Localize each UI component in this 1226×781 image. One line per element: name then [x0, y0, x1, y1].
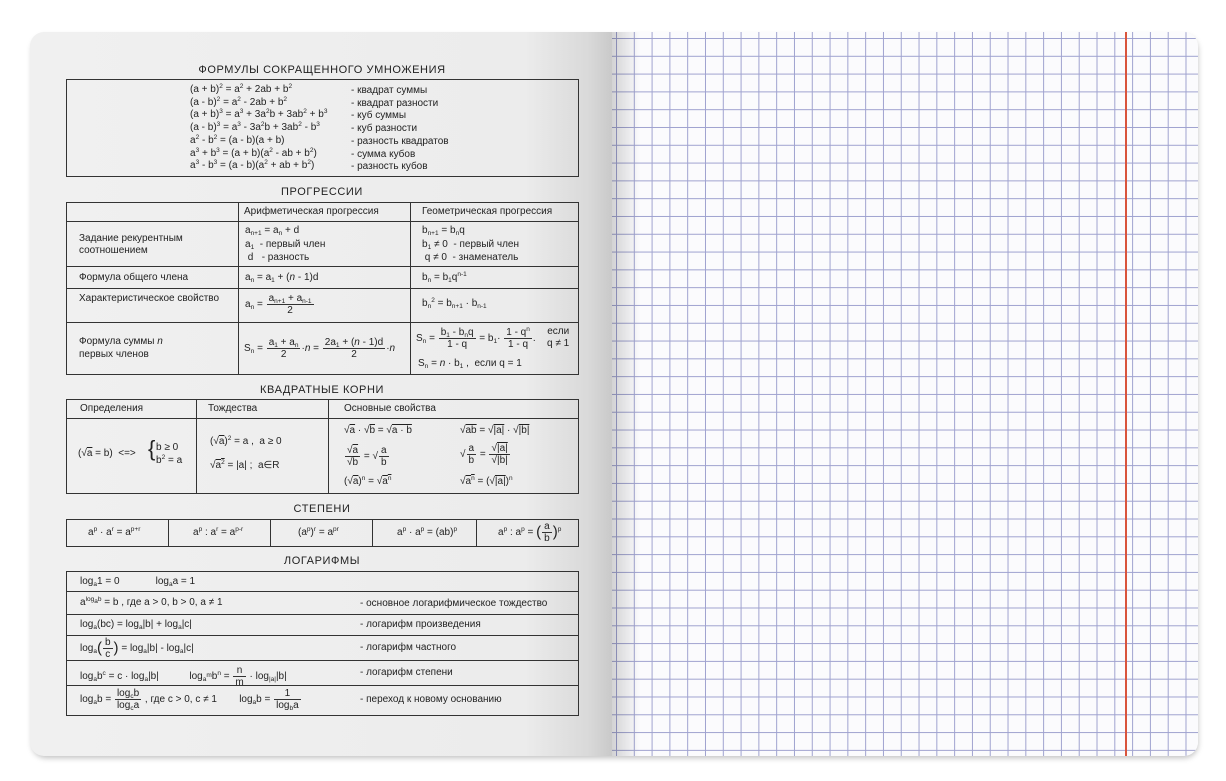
- arith-recurrent: $a_{n+1} = a_n + d$ $a_1$ - первый член d - разность: [245, 225, 326, 263]
- prop-6: $√a^n = (√|a|)^n$: [460, 475, 513, 487]
- geom-first-term-text: - первый член: [453, 238, 519, 250]
- geom-recurrent: $b_{n+1} = b_nq$ $b_1 \ne 0$ - первый член q ≠ 0 - знаменатель: [422, 225, 519, 263]
- short-mult-title: ФОРМУЛЫ СОКРАЩЕННОГО УМНОЖЕНИЯ: [198, 64, 446, 76]
- log-identity-cond: , где a > 0, b > 0, a ≠ 1: [121, 597, 223, 608]
- grid-page: [612, 32, 1198, 756]
- power-rule-4: $a^p \cdot a^p = (ab)^p$: [397, 526, 458, 538]
- arith-first-term-text: - первый член: [259, 238, 326, 250]
- q-eq-one: если q = 1: [474, 358, 522, 369]
- arith-sum: $S_n$ = $\frac{a_1 + a_n}{2}$ ·n = $\frac{2a_1 + (n - 1)d}{2}$ ·n: [244, 337, 396, 360]
- divider: [168, 519, 169, 546]
- divider: [66, 660, 578, 661]
- log-desc: - логарифм частного: [360, 642, 457, 653]
- powers-title: СТЕПЕНИ: [293, 503, 351, 515]
- name-line: - квадрат суммы: [351, 85, 428, 96]
- roots-col-definitions: Определения: [80, 403, 144, 414]
- short-mult-formulas: $(a + b)^2 = a^2 + 2ab + b^2$ $(a - b)^2 = a^2 - 2ab + b^2$ $(a + b)^3 = a^3 + 3a^2b + 3ab^2 + b^3$ $(a - b)^3 = a^3 - 3a^2b + 3ab^2 - b^3$ $a^2 - b^2 = (a - b)(a + b)$ $a^3 + b^3 = (a + b)(a^2$ - ab + $b^2$) $a^3 - b^3 = (a - b)(a^2$ + ab + $b^2$): [190, 83, 328, 172]
- power-rule-1: $a^p \cdot a^r = a^{p+r}$: [88, 526, 141, 538]
- root-definition-conditions: b ≥ 0 $b^2 = a$: [156, 442, 183, 466]
- roots-col-properties: Основные свойства: [344, 403, 436, 414]
- divider: [66, 288, 578, 289]
- roots-col-identities: Тождества: [208, 403, 258, 414]
- row-sum-label: [79, 335, 163, 361]
- brace: {: [148, 436, 156, 461]
- geom-sum: $S_n$ = $\frac{b_1 - b_nq}{1 - q}$ = $b_1\cdot$ $\frac{1 - q^n}{1 - q}$ .: [416, 326, 536, 350]
- log-base-change-cond: , где c > 0, c ≠ 1: [144, 694, 217, 706]
- geom-sum-condition: [547, 326, 569, 350]
- log-desc: - переход к новому основанию: [360, 694, 502, 705]
- power-rule-5: $a^p$ : $a^p$ = ( $\frac{a}{b}$ )$^p$: [498, 521, 562, 544]
- if-word: если: [547, 326, 570, 337]
- power-rule-2: $a^p$ : $a^r = a^{p-r}$: [193, 526, 244, 538]
- identity-2: $√a^2 = |a|$ ; a∈R: [210, 459, 280, 471]
- sum-label-text-2: первых членов: [79, 349, 149, 360]
- divider: [66, 591, 578, 592]
- divider: [66, 221, 578, 222]
- divider: [372, 519, 373, 546]
- roots-title: КВАДРАТНЫЕ КОРНИ: [259, 384, 385, 396]
- log-product: $\log_a(bc) = \log_a|b| + \log_a|c|$: [80, 619, 192, 631]
- root-definition: (√a = b) <=>: [78, 448, 136, 459]
- arith-diff-text: - разность: [261, 252, 310, 263]
- arith-general-term: $a_n = a_1 + (n - 1)d$: [245, 272, 319, 284]
- name-line: - разность квадратов: [351, 135, 449, 147]
- sum-label-text: Формула суммы: [79, 336, 155, 347]
- col-arith-header: Арифметическая прогрессия: [244, 206, 379, 217]
- geom-ratio-text: - знаменатель: [452, 252, 519, 263]
- geom-characteristic: $b_n^2 = b_{n+1} \cdot b_{n-1}$: [422, 297, 487, 310]
- log-identity: $a^{log_ab} = b$ , где a > 0, b > 0, a ≠ 1: [80, 596, 223, 608]
- prop-2: √ab = √|a| · √|b|: [460, 425, 530, 436]
- prop-5: $(√a)^n = √a^n$: [344, 475, 392, 487]
- name-line: - квадрат разности: [351, 97, 439, 109]
- divider: [270, 519, 271, 546]
- row-characteristic-label: Характеристическое свойство: [79, 293, 220, 304]
- logs-title: ЛОГАРИФМЫ: [283, 555, 361, 567]
- col-geom-header: Геометрическая прогрессия: [422, 206, 553, 217]
- row-general-term-label: Формула общего члена: [79, 272, 189, 283]
- divider: [328, 399, 329, 493]
- log-base-change: $\log_ab$ = $\frac{\log_cb}{\log_ca}$ , где c > 0, c ≠ 1 $\log_ab$ = $\frac{1}{\log_ba}$: [80, 688, 299, 712]
- name-line: - куб разности: [351, 123, 418, 135]
- q-not-one: q ≠ 1: [547, 338, 570, 349]
- row-recurrent-label: Задание рекурентным соотношением: [79, 233, 183, 256]
- geom-sum-q1: $S_n = n \cdot b_1$ , если q = 1: [418, 358, 522, 370]
- prop-3: $\frac{√a}{√b}$ = √ $\frac{a}{b}$: [347, 445, 387, 468]
- reference-page: [30, 32, 612, 756]
- prop-1: √a · √b = √a · b: [344, 425, 412, 436]
- divider: [196, 399, 197, 493]
- geom-general-term: $b_n = b_1q^{n-1}$: [422, 271, 467, 284]
- progressions-title: ПРОГРЕССИИ: [281, 186, 363, 198]
- log-desc: - основное логарифмическое тождество: [360, 598, 548, 609]
- log-basic: $\log_a1 = 0$ $\log_aa = 1$: [80, 576, 196, 588]
- sum-label-n: n: [157, 336, 163, 347]
- identity-1: $(√a)^2 = a$ , a ≥ 0: [210, 435, 282, 447]
- log-desc: - логарифм степени: [360, 667, 453, 678]
- name-line: - сумма кубов: [351, 148, 416, 160]
- divider: [66, 635, 578, 636]
- margin-line: [1125, 32, 1127, 756]
- divider: [66, 614, 578, 615]
- log-quotient: $\log_a$( $\frac{b}{c}$ ) = $\log_a|b| - \log_a|c|$: [80, 637, 194, 660]
- log-power: $\log_ab^c = c \cdot \log_a|b|$ $\log_{a^m}b^n$ = $\frac{n}{m}$ · $\log_{|a|}|b|$: [80, 665, 287, 688]
- arith-characteristic: $a_n$ = $\frac{a_{n+1} + a_{n-1}}{2}$: [245, 293, 312, 316]
- name-line: - куб суммы: [351, 110, 407, 122]
- prop-4: √ $\frac{a}{b}$ = $\frac{√|a|}{√|b|}$: [460, 443, 508, 466]
- name-line: - разность кубов: [351, 161, 428, 173]
- divider: [66, 322, 578, 323]
- short-mult-names: [351, 85, 449, 174]
- divider: [476, 519, 477, 546]
- divider: [66, 418, 578, 419]
- power-rule-3: $(a^p)^r = a^{pr}$: [298, 526, 339, 538]
- log-desc: - логарифм произведения: [360, 619, 481, 630]
- divider: [66, 266, 578, 267]
